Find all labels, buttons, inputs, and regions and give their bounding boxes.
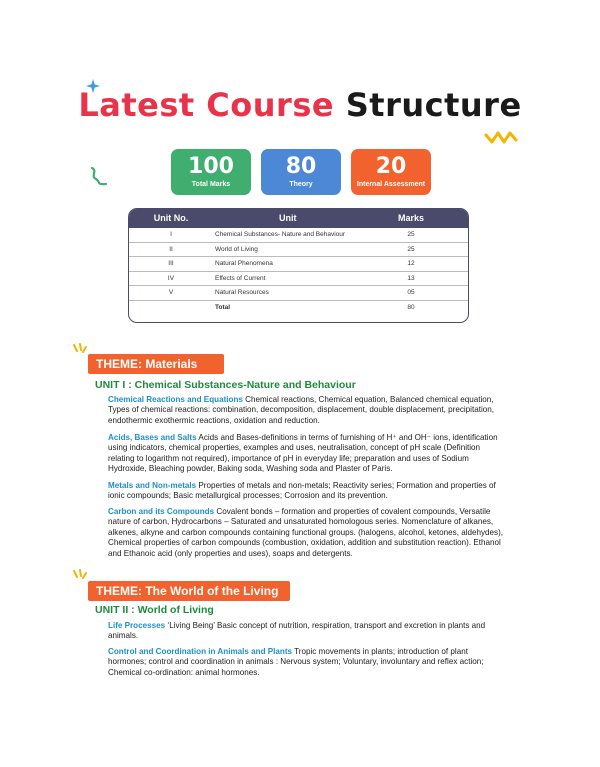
theme-banner-materials: THEME: Materials bbox=[88, 354, 224, 374]
table-row bbox=[129, 257, 468, 272]
header-marks: Marks bbox=[397, 213, 424, 223]
topic-text: ‘Living Being’ Basic concept of nutrition, respiration, transport and excretion in plants and animals. bbox=[108, 621, 486, 641]
topic-title: Chemical Reactions and Equations bbox=[108, 395, 243, 404]
cell-unit-no: IV bbox=[167, 274, 175, 282]
title-part-2: Structure bbox=[345, 86, 522, 124]
cell-unit: Natural Phenomena bbox=[215, 260, 273, 268]
stat-card-internal-assessment bbox=[351, 149, 431, 195]
table-row bbox=[129, 243, 468, 258]
header-unit-no: Unit No. bbox=[153, 213, 189, 223]
cell-marks: 25 bbox=[407, 245, 415, 253]
cell-marks: 05 bbox=[407, 289, 415, 297]
cell-unit-no: I bbox=[170, 231, 172, 238]
stat-label: Theory bbox=[289, 181, 313, 188]
table-header bbox=[129, 209, 468, 228]
topic-title: Control and Coordination in Animals and Plants bbox=[108, 647, 293, 656]
cell-unit-no: II bbox=[169, 245, 173, 253]
marks-table bbox=[128, 208, 469, 323]
topic-text: Tropic movements in plants; introduction of plant hormones; control and coordination in animals : Nervous system; Voluntary, involuntary and reflex action; Chemical co-ordination: animal hormones. bbox=[108, 647, 484, 677]
stat-value: 80 bbox=[285, 154, 317, 179]
cell-unit-no: III bbox=[168, 260, 174, 268]
topic-text: Properties of metals and non-metals; Reactivity series; Formation and properties of ionic compounds; Basic metallurgical processes; Corrosion and its prevention. bbox=[108, 481, 496, 501]
topic-paragraph bbox=[108, 647, 508, 678]
theme-banner-world-of-living: THEME: The World of the Living bbox=[88, 581, 290, 601]
topic-paragraph bbox=[108, 395, 508, 426]
topic-paragraph bbox=[108, 433, 508, 475]
page-title bbox=[0, 86, 600, 124]
stat-card-theory bbox=[261, 149, 341, 195]
cell-unit-no: V bbox=[168, 289, 174, 297]
table-row bbox=[129, 286, 468, 301]
table-row-total bbox=[129, 301, 468, 315]
unit-heading-2: UNIT II : World of Living bbox=[95, 604, 214, 616]
stat-label: Total Marks bbox=[191, 181, 231, 188]
zigzag-decoration-icon bbox=[484, 129, 520, 145]
topic-title: Metals and Non-metals bbox=[108, 481, 197, 490]
cell-unit: Natural Resources bbox=[215, 289, 269, 297]
stat-value: 20 bbox=[375, 154, 407, 179]
topic-title: Carbon and its Compounds bbox=[108, 507, 215, 516]
topic-title: Life Processes bbox=[108, 621, 166, 630]
stat-value: 100 bbox=[188, 154, 234, 179]
spark-decoration-icon bbox=[70, 569, 88, 585]
table-row bbox=[129, 272, 468, 287]
topic-text: Covalent bonds – formation and properties of covalent compounds, Versatile nature of carbon, Hydrocarbons – Saturated and unsaturated homologous series. Nomenclature of alkanes, alkenes, alkyne and carbon compounds containing functional groups. (halogens, alcohol, ketones, aldehydes), Chemical properties of carbon compounds (combustion, oxidation, addition and substitution reaction). Ethanol and Ethanoic acid (only properties and uses), soaps and detergents. bbox=[108, 507, 504, 558]
topic-title: Acids, Bases and Salts bbox=[108, 433, 197, 442]
topic-text: Chemical reactions, Chemical equation, Balanced chemical equation, Types of chemical reactions: combination, decomposition, displacement, double displacement, precipitation, endothermic exothermic reactions, oxidation and reduction. bbox=[108, 395, 495, 425]
table-row bbox=[129, 228, 468, 243]
cell-marks: 25 bbox=[407, 231, 415, 238]
cell-marks: 12 bbox=[407, 260, 415, 268]
topic-paragraph bbox=[108, 621, 508, 642]
title-part-1: Latest Course bbox=[78, 86, 335, 124]
cell-marks: 80 bbox=[407, 303, 415, 311]
unit-heading-1: UNIT I : Chemical Substances-Nature and Behaviour bbox=[95, 379, 356, 391]
stat-card-total-marks bbox=[171, 149, 251, 195]
header-unit: Unit bbox=[279, 213, 297, 223]
cell-marks: 13 bbox=[407, 274, 415, 282]
topic-text: Acids and Bases-definitions in terms of furnishing of H⁺ and OH⁻ ions, identification using indicators, chemical properties, examples and uses, neutralisation, concept of pH scale (Definition relating to logarithm not required), importance of pH in everyday life; preparation and uses of Sodium Hydroxide, Bleaching powder, Baking soda, Washing soda and Plaster of Paris. bbox=[108, 433, 498, 474]
cell-unit: Total bbox=[215, 303, 231, 311]
stat-label: Internal Assessment bbox=[356, 181, 426, 188]
cell-unit: Chemical Substances- Nature and Behaviour bbox=[215, 231, 346, 238]
topic-paragraph bbox=[108, 481, 508, 502]
cell-unit: Effects of Current bbox=[215, 274, 266, 282]
topic-paragraph bbox=[108, 507, 508, 559]
curl-decoration-icon bbox=[88, 165, 110, 187]
cell-unit: World of Living bbox=[215, 245, 258, 253]
spark-decoration-icon bbox=[70, 343, 88, 359]
